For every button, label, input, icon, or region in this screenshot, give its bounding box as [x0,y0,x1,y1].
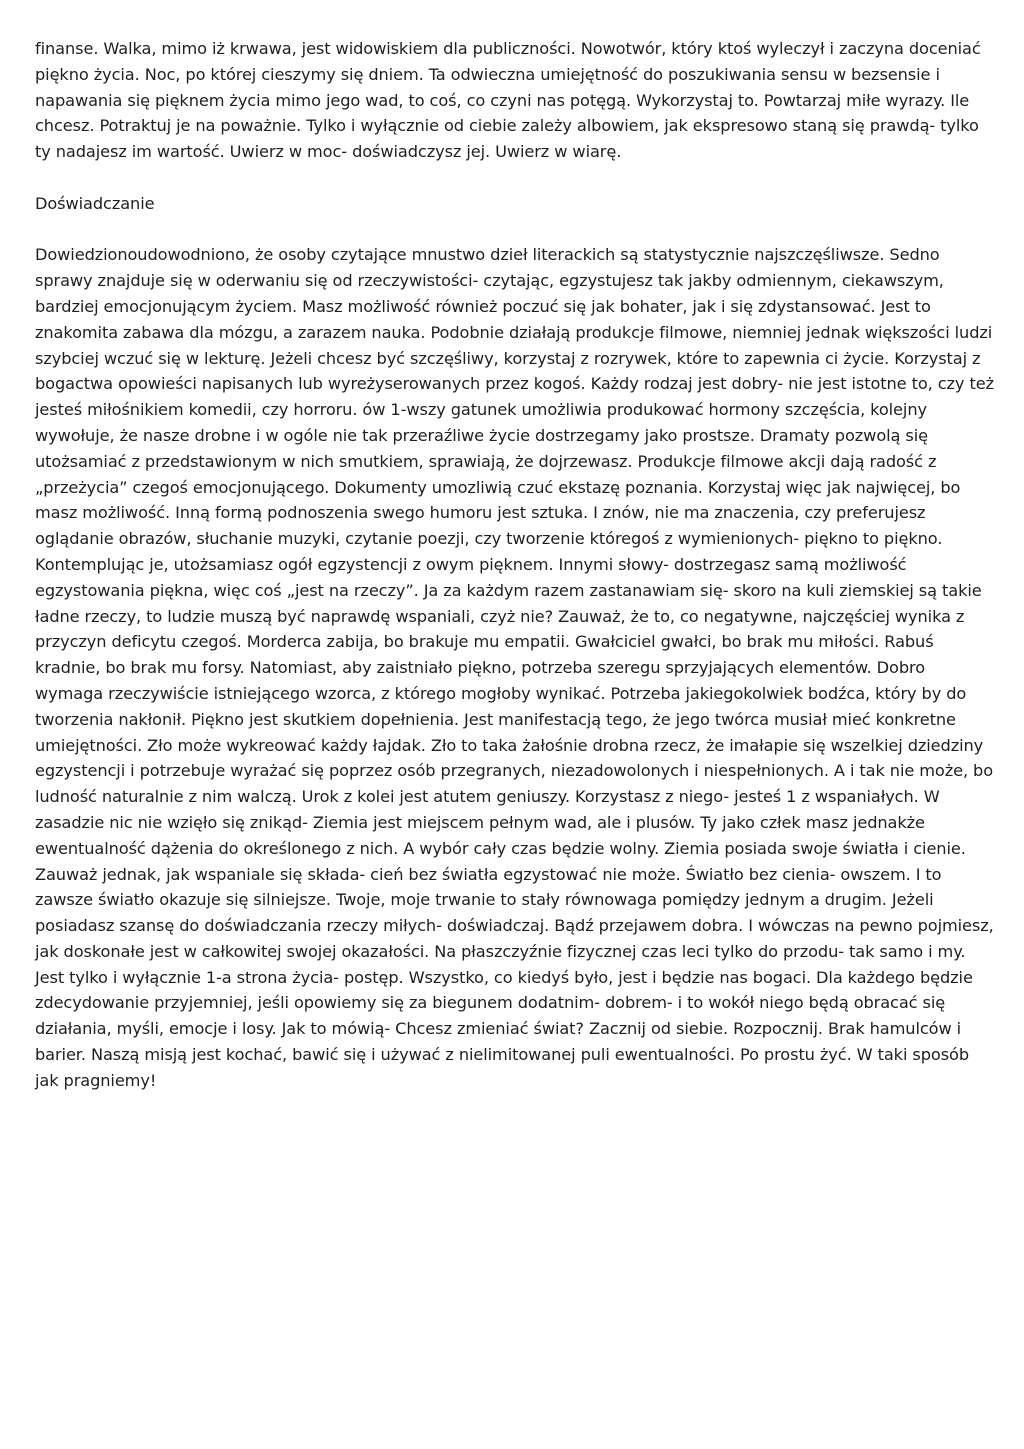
intro-paragraph: finanse. Walka, mimo iż krwawa, jest widowiskiem dla publiczności. Nowotwór, który ktoś wyleczył i zaczyna doceniać piękno życia. Noc, po której cieszymy się dniem. Ta odwieczna umiejętność do poszukiwania sensu w bezsensie i napawania się pięknem życia mimo jego wad, to coś, co czyni nas potęgą. Wykorzystaj to. Powtarzaj miłe wyrazy. Ile chcesz. Potraktuj je na poważnie. Tylko i wyłącznie od ciebie zależy albowiem, jak ekspresowo staną się prawdą- tylko ty nadajesz im wartość. Uwierz w moc- doświadczysz jej. Uwierz w wiarę. [35,39,981,162]
section-heading: Doświadczanie [35,193,155,213]
document-page [35,36,995,1119]
main-paragraph: Dowiedzionoudowodniono, że osoby czytające mnustwo dzieł literackich są statystycznie najszczęśliwsze. Sedno sprawy znajduje się w oderwaniu się od rzeczywistości- czytając, egzystujesz tak jakby odmiennym, ciekawszym, bardziej emocjonującym życiem. Masz możliwość również poczuć się jak bohater, jak i się zdystansować. Jest to znakomita zabawa dla mózgu, a zarazem nauka. Podobnie działają produkcje filmowe, niemniej jednak większości ludzi szybciej wczuć się w lekturę. Jeżeli chcesz być szczęśliwy, korzystaj z rozrywek, które to zapewnia ci życie. Korzystaj z bogactwa opowieści napisanych lub wyreżyserowanych przez kogoś. Każdy rodzaj jest dobry- nie jest istotne to, czy też jesteś miłośnikiem komedii, czy horroru. ów 1-wszy gatunek umożliwia produkować hormony szczęścia, kolejny wywołuje, że nasze drobne i w ogóle nie tak przeraźliwe życie dostrzegamy jako prostsze. Dramaty pozwolą się utożsamiać z przedstawionym w nich smutkiem, sprawiają, że dojrzewasz. Produkcje filmowe akcji dają radość z „przeżycia” czegoś emocjonującego. Dokumenty umozliwią czuć ekstazę poznania. Korzystaj więc jak najwięcej, bo masz możliwość. Inną formą podnoszenia swego humoru jest sztuka. I znów, nie ma znaczenia, czy preferujesz oglądanie obrazów, słuchanie muzyki, czytanie poezji, czy tworzenie któregoś z wymienionych- piękno to piękno. Kontemplując je, utożsamiasz ogół egzystencji z owym pięknem. Innymi słowy- dostrzegasz samą możliwość egzystowania piękna, więc coś „jest na rzeczy”. Ja za każdym razem zastanawiam się- skoro na kuli ziemskiej są takie ładne rzeczy, to ludzie muszą być naprawdę wspaniali, czyż nie? Zauważ, że to, co negatywne, najczęściej wynika z przyczyn deficytu czegoś. Morderca zabija, bo brakuje mu empatii. Gwałciciel gwałci, bo brak mu miłości. Rabuś kradnie, bo brak mu forsy. Natomiast, aby zaistniało piękno, potrzeba szeregu sprzyjających elementów. Dobro wymaga rzeczywiście istniejącego wzorca, z którego mogłoby wynikać. Potrzeba jakiegokolwiek bodźca, który by do tworzenia nakłonił. Piękno jest skutkiem dopełnienia. Jest manifestacją tego, że jego twórca musiał mieć konkretne umiejętności. Zło może wykreować każdy łajdak. Zło to taka żałośnie drobna rzecz, że imałapie się wszelkiej dziedziny egzystencji i potrzebuje wyrażać się poprzez osób przegranych, niezadowolonych i niespełnionych. A i tak nie może, bo ludność naturalnie z nim walczą. Urok z kolei jest atutem geniuszy. Korzystasz z niego- jesteś 1 z wspaniałych. W zasadzie nic nie wzięło się znikąd- Ziemia jest miejscem pełnym wad, ale i plusów. Ty jako człek masz jednakże ewentualność dążenia do określonego z nich. A wybór cały czas będzie wolny. Ziemia posiada swoje światła i cienie. Zauważ jednak, jak wspaniale się składa- cień bez światła egzystować nie może. Światło bez cienia- owszem. I to zawsze światło okazuje się silniejsze. Twoje, moje trwanie to stały równowaga pomiędzy jednym a drugim. Jeżeli posiadasz szansę do doświadczania rzeczy miłych- doświadczaj. Bądź przejawem dobra. I wówczas na pewno pojmiesz, jak doskonałe jest w całkowitej swojej okazałości. Na płaszczyźnie fizycznej czas leci tylko do przodu- tak samo i my. Jest tylko i wyłącznie 1-a strona życia- postęp. Wszystko, co kiedyś było, jest i będzie nas bogaci. Dla każdego będzie zdecydowanie przyjemniej, jeśli opowiemy się za biegunem dodatnim- dobrem- i to wokół niego będą obracać się działania, myśli, emocje i losy. Jak to mówią- Chcesz zmieniać świat? Zacznij od siebie. Rozpocznij. Brak hamulców i barier. Naszą misją jest kochać, bawić się i używać z nielimitowanej puli ewentualności. Po prostu żyć. W taki sposób jak pragniemy! [35,245,994,1090]
